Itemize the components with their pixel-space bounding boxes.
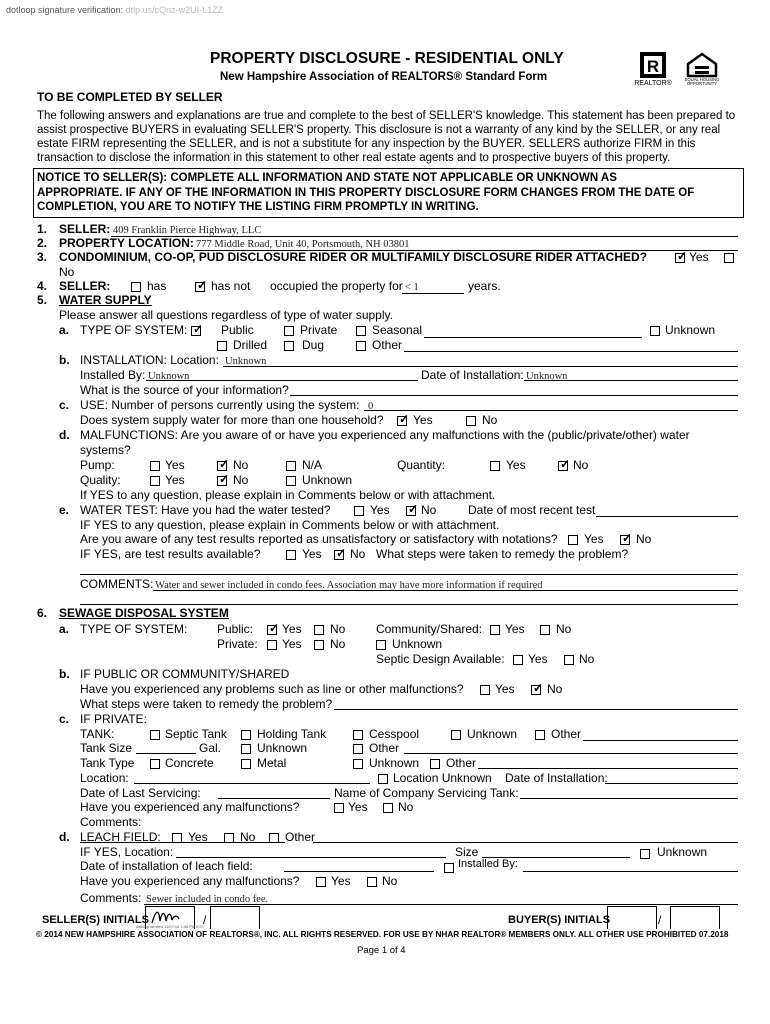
- buyer-initials-slash: /: [658, 913, 662, 927]
- s6a-type: TYPE OF SYSTEM:: [80, 622, 188, 636]
- s6b-label: b.: [59, 667, 70, 681]
- water-other-checkbox[interactable]: [356, 341, 366, 351]
- s4-hasnot-checkbox[interactable]: ✓: [197, 278, 208, 292]
- pump-no-label: No: [233, 458, 249, 472]
- s4-occupied-text: occupied the property for: [270, 279, 403, 293]
- unsatisfactory-no-checkbox[interactable]: ✓: [622, 531, 633, 545]
- s2-label: PROPERTY LOCATION:: [59, 236, 194, 250]
- water-seasonal-checkbox[interactable]: [356, 326, 366, 336]
- s5-instructions: Please answer all questions regardless of type of water supply.: [59, 308, 393, 322]
- leach-size-label: Size: [455, 845, 479, 859]
- more-than-one-no-checkbox[interactable]: [466, 416, 476, 426]
- form-title: PROPERTY DISCLOSURE - RESIDENTIAL ONLY: [210, 50, 564, 67]
- buyer-initials-box[interactable]: [607, 906, 657, 929]
- community-yes-label: Yes: [505, 622, 525, 636]
- s1-num: 1.: [37, 222, 48, 236]
- leach-installed-by-label: Installed By:: [458, 858, 518, 870]
- malfunctions-line-2: systems?: [80, 443, 131, 457]
- quantity-yes-label: Yes: [506, 458, 526, 472]
- septic-tank-checkbox[interactable]: [150, 730, 160, 740]
- results-no-label: No: [350, 547, 366, 561]
- tank-size-unknown-checkbox[interactable]: [241, 744, 251, 754]
- signature-verification: dotloop signature verification: dtlp.us/cQnz-w2UI-L1ZZ: [6, 5, 224, 15]
- water-drilled-label: Drilled: [233, 338, 268, 352]
- results-no-checkbox[interactable]: ✓: [336, 546, 347, 560]
- water-private-label: Private: [300, 323, 338, 337]
- water-private-checkbox[interactable]: [284, 326, 294, 336]
- s5-num: 5.: [37, 293, 48, 307]
- intro-line-3: estate FIRM representing the SELLER, and is not a substitute for any inspection by the BUYER. SELLERS authorize FIRM in this: [37, 138, 696, 150]
- installed-by-label: Installed By:: [80, 368, 146, 382]
- persons-value[interactable]: 0: [368, 401, 374, 412]
- metal-checkbox[interactable]: [241, 759, 251, 769]
- quantity-yes-checkbox[interactable]: [490, 461, 500, 471]
- leach-size-unknown-checkbox[interactable]: [640, 849, 650, 859]
- quantity-no-label: No: [573, 458, 589, 472]
- quality-unknown-label: Unknown: [302, 473, 353, 487]
- water-test-label: WATER TEST: Have you had the water tested?: [80, 503, 331, 517]
- installation-location-label: INSTALLATION: Location:: [80, 353, 219, 367]
- leach-other-label: Other: [285, 830, 316, 844]
- water-public-checkbox[interactable]: ✓: [193, 322, 204, 336]
- results-yes-label: Yes: [302, 547, 322, 561]
- private-malf-yes-label: Yes: [348, 800, 368, 814]
- sewage-public-yes-label: Yes: [282, 622, 302, 636]
- leach-location-label: IF YES, Location:: [80, 845, 174, 859]
- tank-type-other-label: Other: [446, 756, 477, 770]
- if-yes-explain-1: If YES to any question, please explain in Comments below or with attachment.: [80, 488, 496, 502]
- copyright-notice: © 2014 NEW HAMPSHIRE ASSOCIATION OF REALTORS®, INC. ALL RIGHTS RESERVED. FOR USE BY NHAR REALTOR® MEMBERS ONLY. ALL OTHER USE PROHIBITED 07.2018: [36, 930, 729, 939]
- water-public-label: Public: [221, 323, 254, 337]
- concrete-checkbox[interactable]: [150, 759, 160, 769]
- seller-name-value[interactable]: 409 Franklin Pierce Highway, LLC: [113, 225, 262, 236]
- tank-location-label: Location:: [80, 771, 129, 785]
- leach-field-label: LEACH FIELD:: [80, 830, 161, 844]
- sewage-public-yes-checkbox[interactable]: ✓: [269, 621, 280, 635]
- water-supply-heading: WATER SUPPLY: [59, 293, 152, 307]
- s6c-label: c.: [59, 712, 70, 726]
- quality-unknown-checkbox[interactable]: [286, 476, 296, 486]
- community-unknown-label: Unknown: [392, 637, 443, 651]
- community-yes-checkbox[interactable]: [490, 625, 500, 635]
- if-private-heading: IF PRIVATE:: [80, 712, 147, 726]
- community-no-checkbox[interactable]: [540, 625, 550, 635]
- seller-initials-box[interactable]: [135, 906, 205, 929]
- notice-line-1: NOTICE TO SELLER(S): COMPLETE ALL INFORMATION AND STATE NOT APPLICABLE OR UNKNOWN AS: [37, 172, 617, 184]
- pump-no-checkbox[interactable]: ✓: [219, 457, 230, 471]
- quality-yes-checkbox[interactable]: [150, 476, 160, 486]
- date-installation-value[interactable]: Unknown: [526, 371, 568, 382]
- to-be-completed: TO BE COMPLETED BY SELLER: [37, 90, 223, 104]
- leach-malfunctions-label: Have you experienced any malfunctions?: [80, 874, 300, 888]
- form-subtitle: New Hampshire Association of REALTORS® Standard Form: [220, 71, 548, 83]
- pump-yes-checkbox[interactable]: [150, 461, 160, 471]
- sewage-private-yes-checkbox[interactable]: [267, 640, 277, 650]
- tank-unknown-label: Unknown: [467, 727, 518, 741]
- installed-by-value[interactable]: Unknown: [148, 371, 190, 382]
- tank-size-label: Tank Size: [80, 741, 133, 755]
- pump-yes-label: Yes: [165, 458, 185, 472]
- s5c-label: c.: [59, 398, 70, 412]
- intro-line-4: transaction to disclose the information in this statement to other real estate agents and to prospective buyers of this property.: [37, 152, 671, 164]
- holding-tank-label: Holding Tank: [257, 727, 327, 741]
- s1-label: SELLER:: [59, 222, 111, 236]
- s3-no-checkbox[interactable]: [724, 253, 734, 263]
- seller-initials-label: SELLER(S) INITIALS: [42, 914, 149, 926]
- source-info-label: What is the source of your information?: [80, 383, 289, 397]
- leach-malf-no-checkbox[interactable]: [367, 877, 377, 887]
- quality-yes-label: Yes: [165, 473, 185, 487]
- tank-label: TANK:: [80, 727, 115, 741]
- realtor-logo: [636, 52, 678, 86]
- tank-size-unknown-label: Unknown: [257, 741, 308, 755]
- leach-malf-yes-checkbox[interactable]: [316, 877, 326, 887]
- problems-label: Have you experienced any problems such as line or other malfunctions?: [80, 682, 464, 696]
- private-malf-no-checkbox[interactable]: [383, 803, 393, 813]
- quality-label: Quality:: [80, 473, 121, 487]
- installation-location-value[interactable]: Unknown: [225, 356, 267, 367]
- more-than-one-yes-checkbox[interactable]: ✓: [399, 412, 410, 426]
- holding-tank-checkbox[interactable]: [241, 730, 251, 740]
- community-unknown-checkbox[interactable]: [376, 640, 386, 650]
- property-location-value[interactable]: 777 Middle Road, Unit 40, Portsmouth, NH 03801: [196, 239, 410, 250]
- cesspool-label: Cesspool: [369, 727, 420, 741]
- s5b-label: b.: [59, 353, 70, 367]
- tank-size-other-checkbox[interactable]: [353, 744, 363, 754]
- s6-num: 6.: [37, 606, 48, 620]
- septic-tank-label: Septic Tank: [165, 727, 227, 741]
- water-seasonal-label: Seasonal: [372, 323, 423, 337]
- leach-installed-checkbox[interactable]: [444, 863, 454, 873]
- s4-years-label: years.: [468, 279, 501, 293]
- tank-other-checkbox[interactable]: [535, 730, 545, 740]
- location-unknown-label: Location Unknown: [393, 771, 492, 785]
- concrete-label: Concrete: [165, 756, 214, 770]
- results-available-label: IF YES, are test results available?: [80, 547, 261, 561]
- last-servicing-label: Date of Last Servicing:: [80, 786, 201, 800]
- tank-type-label: Tank Type: [80, 756, 135, 770]
- leach-comments-label: Comments:: [80, 891, 142, 905]
- problems-yes-label: Yes: [495, 682, 515, 696]
- metal-label: Metal: [257, 756, 287, 770]
- tank-type-unknown-checkbox[interactable]: [353, 759, 363, 769]
- s3-yes-label: Yes: [689, 250, 709, 264]
- date-installation-label: Date of Installation:: [421, 368, 524, 382]
- seller-initials-slash: /: [203, 913, 207, 927]
- unsatisfactory-label: Are you aware of any test results reported as unsatisfactory or satisfactory with notations?: [80, 532, 558, 546]
- water-dug-label: Dug: [302, 338, 325, 352]
- private-malf-no-label: No: [398, 800, 414, 814]
- community-shared-label: Community/Shared:: [376, 622, 483, 636]
- sewage-private-no-label: No: [330, 637, 346, 651]
- s5e-label: e.: [59, 503, 70, 517]
- leach-size-unknown-label: Unknown: [657, 845, 708, 859]
- equal-housing-icon: [682, 52, 722, 86]
- sewage-public-no-checkbox[interactable]: [314, 625, 324, 635]
- svg-text:EQUAL HOUSING: EQUAL HOUSING: [684, 77, 720, 82]
- tank-date-installation-label: Date of Installation:: [505, 771, 608, 785]
- problems-yes-checkbox[interactable]: [480, 685, 490, 695]
- notice-line-2: APPROPRIATE. IF ANY OF THE INFORMATION IN THIS PROPERTY DISCLOSURE FORM CHANGES FROM THE DATE OF: [37, 187, 695, 199]
- water-dug-checkbox[interactable]: [284, 341, 294, 351]
- s2-num: 2.: [37, 236, 48, 250]
- leach-comments-value[interactable]: Sewer included in condo fee.: [146, 894, 269, 905]
- quality-no-checkbox[interactable]: ✓: [219, 472, 230, 486]
- years-value[interactable]: < 1: [405, 282, 419, 293]
- s5a-type: TYPE OF SYSTEM:: [80, 323, 188, 337]
- quantity-label: Quantity:: [397, 458, 446, 472]
- malfunctions-line-1: MALFUNCTIONS: Are you aware of or have you experienced any malfunctions with the (public/private/other) water: [80, 428, 690, 442]
- water-test-yes-checkbox[interactable]: [354, 506, 364, 516]
- water-other-label: Other: [372, 338, 403, 352]
- septic-design-no-label: No: [579, 652, 595, 666]
- s3-num: 3.: [37, 250, 48, 264]
- leach-malf-no-label: No: [382, 874, 398, 888]
- water-test-no-label: No: [421, 503, 437, 517]
- page-number: Page 1 of 4: [357, 945, 406, 956]
- tank-type-other-checkbox[interactable]: [430, 759, 440, 769]
- recent-test-label: Date of most recent test: [468, 503, 596, 517]
- verification-link[interactable]: dtlp.us/cQnz-w2UI-L1ZZ: [125, 5, 224, 15]
- leach-no-label: No: [240, 830, 256, 844]
- s5a-label: a.: [59, 323, 70, 337]
- tank-unknown-checkbox[interactable]: [451, 730, 461, 740]
- quantity-no-checkbox[interactable]: ✓: [560, 457, 571, 471]
- septic-design-label: Septic Design Available:: [376, 652, 505, 666]
- septic-design-yes-checkbox[interactable]: [513, 655, 523, 665]
- sewage-public-label: Public:: [217, 622, 254, 636]
- results-yes-checkbox[interactable]: [286, 550, 296, 560]
- sewage-steps-label: What steps were taken to remedy the problem?: [80, 697, 333, 711]
- intro-line-1: The following answers and explanations are true and complete to the best of SELLER'S knowledge. This statement has been prepared to: [37, 110, 736, 122]
- more-than-one-yes-label: Yes: [413, 413, 433, 427]
- pump-label: Pump:: [80, 458, 115, 472]
- if-yes-explain-2: IF YES to any question, please explain in Comments below or with attachment.: [80, 518, 500, 532]
- tank-other-label: Other: [551, 727, 582, 741]
- use-label: USE: Number of persons currently using the system:: [80, 398, 360, 412]
- svg-text:dotloop verified 11/07/18 1:46: dotloop verified 11/07/18 1:46 PM EST: [135, 924, 205, 929]
- seller-initials-box-2[interactable]: [210, 906, 260, 929]
- svg-text:REALTOR®: REALTOR®: [634, 80, 672, 87]
- intro-line-2: assist prospective BUYERS in evaluating SELLER'S property. This disclosure is not a warranty of any kind by the SELLER, or any real: [37, 124, 721, 136]
- notice-line-3: COMPLETION, YOU ARE TO NOTIFY THE LISTING FIRM PROMPTLY IN WRITING.: [37, 201, 479, 213]
- more-than-one-no-label: No: [482, 413, 498, 427]
- s6d-label: d.: [59, 830, 70, 844]
- if-public-heading: IF PUBLIC OR COMMUNITY/SHARED: [80, 667, 290, 681]
- leach-no-checkbox[interactable]: [224, 833, 234, 843]
- svg-text:OPPORTUNITY: OPPORTUNITY: [686, 81, 718, 86]
- leach-yes-checkbox[interactable]: [172, 833, 182, 843]
- problems-no-checkbox[interactable]: ✓: [533, 681, 544, 695]
- tank-size-other-label: Other: [369, 741, 400, 755]
- water-comments-value[interactable]: Water and sewer included in condo fees. Association may have more information if required: [155, 580, 543, 591]
- septic-design-no-checkbox[interactable]: [564, 655, 574, 665]
- sewage-private-label: Private:: [217, 637, 258, 651]
- seller-initials-signature: [135, 907, 205, 929]
- water-unknown-label: Unknown: [665, 323, 716, 337]
- private-malfunctions-label: Have you experienced any malfunctions?: [80, 800, 300, 814]
- s3-yes-checkbox[interactable]: ✓: [677, 249, 688, 263]
- s4-has-checkbox[interactable]: [131, 282, 141, 292]
- s4-num: 4.: [37, 279, 48, 293]
- water-drilled-checkbox[interactable]: [217, 341, 227, 351]
- s4-label: SELLER:: [59, 279, 111, 293]
- sewage-private-yes-label: Yes: [282, 637, 302, 651]
- quality-no-label: No: [233, 473, 249, 487]
- leach-other-checkbox[interactable]: [269, 833, 279, 843]
- s3-label: CONDOMINIUM, CO-OP, PUD DISCLOSURE RIDER OR MULTIFAMILY DISCLOSURE RIDER ATTACHED?: [59, 250, 648, 264]
- private-malf-yes-checkbox[interactable]: [334, 803, 344, 813]
- buyer-initials-box-2[interactable]: [670, 906, 720, 929]
- leach-malf-yes-label: Yes: [331, 874, 351, 888]
- unsatisfactory-yes-label: Yes: [584, 532, 604, 546]
- unsatisfactory-yes-checkbox[interactable]: [568, 535, 578, 545]
- problems-no-label: No: [547, 682, 563, 696]
- pump-na-checkbox[interactable]: [286, 461, 296, 471]
- sewage-heading: SEWAGE DISPOSAL SYSTEM: [59, 606, 229, 620]
- location-unknown-checkbox[interactable]: [378, 774, 388, 784]
- buyer-initials-label: BUYER(S) INITIALS: [508, 914, 611, 926]
- private-comments-label: Comments:: [80, 815, 142, 829]
- s4-has-label: has: [147, 279, 167, 293]
- s4-hasnot-label: has not: [211, 279, 251, 293]
- remedy-label: What steps were taken to remedy the problem?: [376, 547, 629, 561]
- pump-na-label: N/A: [302, 458, 323, 472]
- company-servicing-label: Name of Company Servicing Tank:: [334, 786, 519, 800]
- leach-yes-label: Yes: [188, 830, 208, 844]
- gal-label: Gal.: [199, 741, 222, 755]
- s5d-label: d.: [59, 428, 70, 442]
- water-test-no-checkbox[interactable]: ✓: [408, 502, 419, 516]
- unsatisfactory-no-label: No: [636, 532, 652, 546]
- cesspool-checkbox[interactable]: [353, 730, 363, 740]
- water-unknown-checkbox[interactable]: [650, 326, 660, 336]
- water-comments-label: COMMENTS:: [80, 577, 154, 591]
- more-than-one-label: Does system supply water for more than one household?: [80, 413, 384, 427]
- septic-design-yes-label: Yes: [528, 652, 548, 666]
- water-test-yes-label: Yes: [370, 503, 390, 517]
- tank-type-unknown-label: Unknown: [369, 756, 420, 770]
- svg-text:R: R: [646, 57, 660, 76]
- sewage-private-no-checkbox[interactable]: [314, 640, 324, 650]
- sewage-public-no-label: No: [330, 622, 346, 636]
- community-no-label: No: [556, 622, 572, 636]
- leach-date-label: Date of installation of leach field:: [80, 859, 253, 873]
- s3-no-label: No: [59, 265, 75, 279]
- s6a-label: a.: [59, 622, 70, 636]
